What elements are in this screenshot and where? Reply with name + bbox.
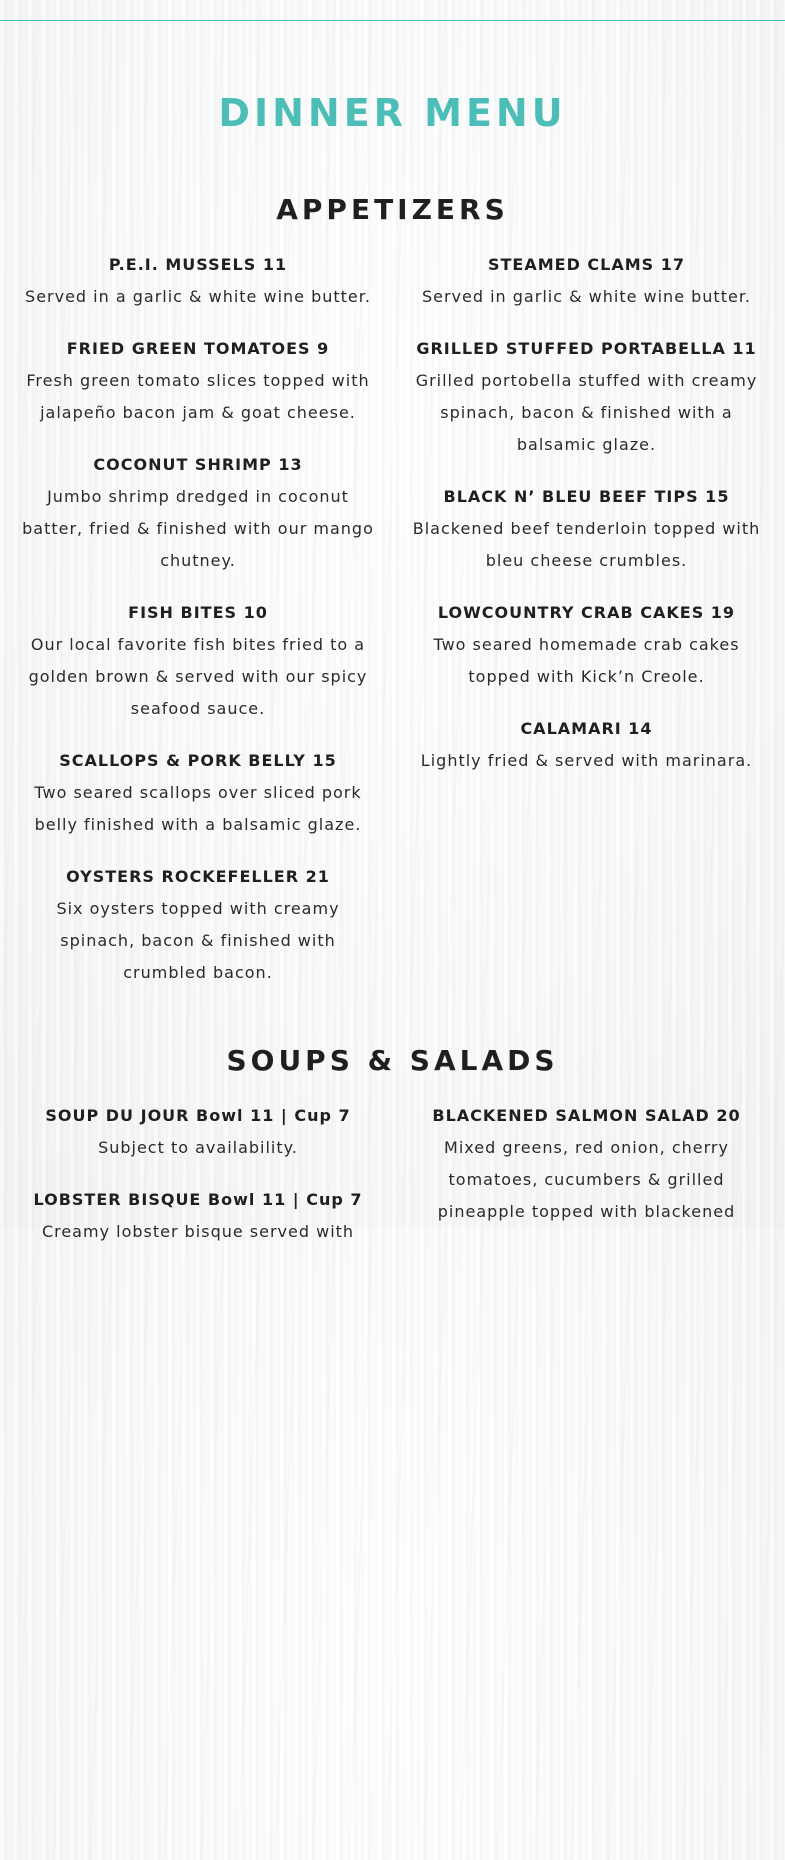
menu-item-description: Jumbo shrimp dredged in coconut batter, fried & finished with our mango chutney. (22, 487, 374, 570)
menu-item-name: LOBSTER BISQUE Bowl 11 | Cup 7 (33, 1190, 363, 1209)
appetizers-columns (0, 249, 785, 1009)
menu-item (404, 481, 769, 577)
menu-item (18, 861, 378, 989)
soups-salads-heading: SOUPS & SALADS (226, 1044, 559, 1077)
appetizers-section (0, 190, 785, 1009)
menu-item-name: STEAMED CLAMS 17 (487, 255, 686, 274)
menu-item-description: Blackened beef tenderloin topped with bleu cheese crumbles. (412, 519, 761, 570)
menu-item-description: Grilled portobella stuffed with creamy spinach, bacon & finished with a balsamic glaze. (415, 371, 758, 454)
soups-salads-right-column (404, 1100, 769, 1248)
menu-item-name: SOUP DU JOUR Bowl 11 | Cup 7 (45, 1106, 351, 1125)
appetizers-heading: APPETIZERS (276, 193, 509, 226)
soups-salads-section (0, 1041, 785, 1860)
menu-item (18, 1184, 378, 1248)
menu-item-description: Our local favorite fish bites fried to a golden brown & served with our spicy seafood sauce. (28, 635, 368, 718)
menu-item-description: Fresh green tomato slices topped with jalapeño bacon jam & goat cheese. (26, 371, 370, 422)
menu-item (18, 449, 378, 577)
menu-item-name: COCONUT SHRIMP 13 (93, 455, 303, 474)
menu-item-name: OYSTERS ROCKEFELLER 21 (66, 867, 330, 886)
menu-item (404, 1100, 769, 1228)
menu-item-name: CALAMARI 14 (520, 719, 653, 738)
soups-salads-left-column (18, 1100, 378, 1268)
menu-item (404, 333, 769, 461)
soups-salads-columns (0, 1100, 785, 1860)
menu-item-name: P.E.I. MUSSELS 11 (108, 255, 288, 274)
menu-item-description: Six oysters topped with creamy spinach, bacon & finished with crumbled bacon. (56, 899, 340, 982)
menu-item-description: Creamy lobster bisque served with (41, 1222, 355, 1241)
menu-item (404, 713, 769, 777)
menu-item-description: Subject to availability. (98, 1138, 298, 1157)
menu-item (404, 597, 769, 693)
menu-item-name: GRILLED STUFFED PORTABELLA 11 (416, 339, 757, 358)
menu-item-name: BLACKENED SALMON SALAD 20 (432, 1106, 741, 1125)
menu-item (18, 333, 378, 429)
menu-item-name: LOWCOUNTRY CRAB CAKES 19 (437, 603, 736, 622)
menu-item-name: SCALLOPS & PORK BELLY 15 (59, 751, 337, 770)
menu-item (18, 1100, 378, 1164)
page-title: DINNER MENU (218, 91, 567, 135)
menu-item-description: Two seared homemade crab cakes topped with Kick’n Creole. (433, 635, 740, 686)
menu-item-description: Mixed greens, red onion, cherry tomatoes, cucumbers & grilled pineapple topped with blackened (437, 1138, 736, 1221)
menu-item (18, 745, 378, 841)
menu-item (18, 249, 378, 313)
menu-item-name: FRIED GREEN TOMATOES 9 (66, 339, 330, 358)
menu-item-name: BLACK N’ BLEU BEEF TIPS 15 (443, 487, 730, 506)
menu-item-description: Two seared scallops over sliced pork belly finished with a balsamic glaze. (34, 783, 362, 834)
menu-item-description: Served in a garlic & white wine butter. (25, 287, 371, 306)
appetizers-right-column (404, 249, 769, 797)
menu-item (404, 249, 769, 313)
menu-item-description: Lightly fried & served with marinara. (420, 751, 753, 770)
top-divider (0, 20, 785, 21)
appetizers-left-column (18, 249, 378, 1009)
menu-item-name: FISH BITES 10 (128, 603, 268, 622)
menu-item-description: Served in garlic & white wine butter. (421, 287, 752, 306)
menu-item (18, 597, 378, 725)
